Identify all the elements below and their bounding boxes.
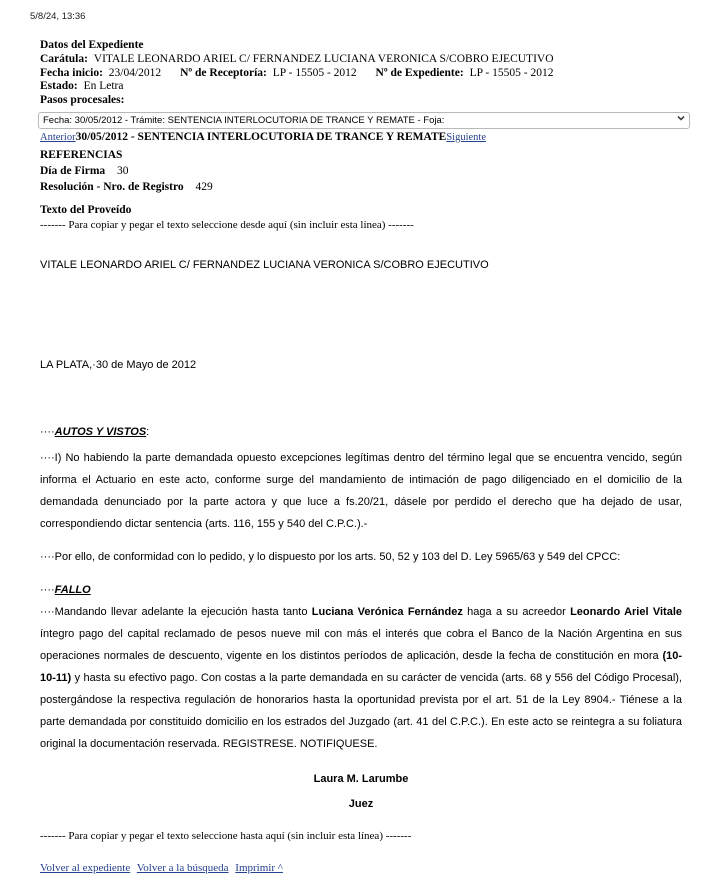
dia-firma-row [40,163,682,179]
siguiente-link[interactable]: Siguiente [446,131,486,143]
pasos-procesales-select[interactable] [38,112,690,129]
estado-label: Estado: [40,80,78,93]
expediente-metadata [40,39,682,108]
autos-prefix: ···· [40,425,55,438]
fallo-paragraph [40,601,682,755]
autos-colon: : [146,425,150,438]
place-date-line: LA PLATA,·30 de Mayo de 2012 [40,358,197,371]
estado-value: En Letra [83,80,124,93]
fecha-numeros-row [40,67,682,81]
resolucion-value: 429 [195,180,213,193]
receptoria-label: Nº de Receptoría: [180,66,267,79]
fecha-inicio-value: 23/04/2012 [108,66,162,79]
volver-busqueda-link[interactable]: Volver a la búsqueda [136,861,229,874]
por-ello-paragraph: ····Por ello, de conformidad con lo pedido, y lo dispuesto por los arts. 50, 52 y 103 del D. Ley 5965/63 y 549 del CPCC: [40,550,621,563]
volver-expediente-link[interactable]: Volver al expediente [40,861,131,874]
signature-name: Laura M. Larumbe [313,772,409,785]
autos-y-vistos-heading [40,421,682,443]
pasos-procesales-label: Pasos procesales: [40,94,125,107]
anterior-link[interactable]: Anterior [40,131,76,143]
fallo-prefix: ···· [40,583,55,596]
num-expediente-value: LP - 15505 - 2012 [469,66,554,79]
expediente-section-title: Datos del Expediente [40,39,144,51]
receptoria-value: LP - 15505 - 2012 [272,66,357,79]
fallo-seg4: y hasta su efectivo pago. Con costas a la parte demandada en su carácter de vencida (arts. 68 y 556 del Código Procesal), postergándose la respectiva regulación de honorarios hasta la oportunidad prevista por el art. 51 de la Ley 8904.- Tiénese a la parte demandada por constituido domicilio en los estrados del Juzgado (art. 41 del C.P.C.). En este acto se reintegra a su foliatura original la documentación reservada. REGISTRESE. NOTIFIQUESE. [40,671,682,750]
signature-role: Juez [348,797,374,810]
acreedor-name: Leonardo Ariel Vitale [570,605,683,618]
mora-date: (10-10-11) [40,649,682,684]
fallo-heading [40,579,682,601]
dia-firma-value: 30 [117,164,129,177]
autos-title: AUTOS Y VISTOS [54,425,147,438]
resolucion-label: Resolución - Nro. de Registro [40,180,184,193]
print-timestamp: 5/8/24, 13:36 [30,11,86,22]
demandada-name: Luciana Verónica Fernández [311,605,463,618]
dia-firma-label: Día de Firma [40,164,106,177]
copy-from-marker: ------- Para copiar y pegar el texto seleccione desde aquí (sin incluir esta línea) ------- [40,218,414,231]
num-expediente-label: Nº de Expediente: [375,66,464,79]
fallo-seg1: ····Mandando llevar adelante la ejecución hasta tanto [40,605,312,618]
pasos-procesales-select-wrap [38,110,690,129]
imprimir-link[interactable]: Imprimir ^ [235,861,283,874]
fallo-title: FALLO [54,583,91,596]
fecha-inicio-label: Fecha inicio: [40,66,103,79]
copy-to-marker: ------- Para copiar y pegar el texto seleccione hasta aquí (sin incluir esta línea) ------- [40,829,412,842]
estado-row [40,80,682,94]
caratula-row [40,53,682,67]
referencias-section [40,147,682,195]
caratula-value: VITALE LEONARDO ARIEL C/ FERNANDEZ LUCIANA VERONICA S/COBRO EJECUTIVO [93,52,554,65]
proveido-body [40,254,682,815]
texto-proveido-title: Texto del Proveído [40,203,132,216]
tramite-title: 30/05/2012 - SENTENCIA INTERLOCUTORIA DE TRANCE Y REMATE [75,130,447,143]
fallo-seg2: haga a su acreedor [462,605,571,618]
referencias-title: REFERENCIAS [40,148,123,161]
tramite-nav-line [40,130,682,145]
footer-links [40,861,682,876]
fallo-seg3: íntegro pago del capital reclamado de pesos nueve mil con más el interés que cobra el Banco de la Nación Argentina en sus operaciones normales de descuento, vigente en los distintos períodos de aplicación, desde la fecha de constitución en mora [40,627,682,662]
caratula-label: Carátula: [40,52,88,65]
proveido-caratula: VITALE LEONARDO ARIEL C/ FERNANDEZ LUCIANA VERONICA S/COBRO EJECUTIVO [40,258,489,271]
resolucion-row [40,179,682,195]
considerando-paragraph: ····I) No habiendo la parte demandada opuesto excepciones legítimas dentro del término legal que se encuentra vencido, según informa el Actuario en este acto, conforme surge del mandamiento de intimación de pago diligenciado en el domicilio de la demandada denunciado por la parte actora y que luce a fs.20/21, dásele por perdido el derecho que ha dejado de usar, correspondiendo dictar sentencia (arts. 116, 155 y 540 del C.P.C.).- [40,451,682,530]
